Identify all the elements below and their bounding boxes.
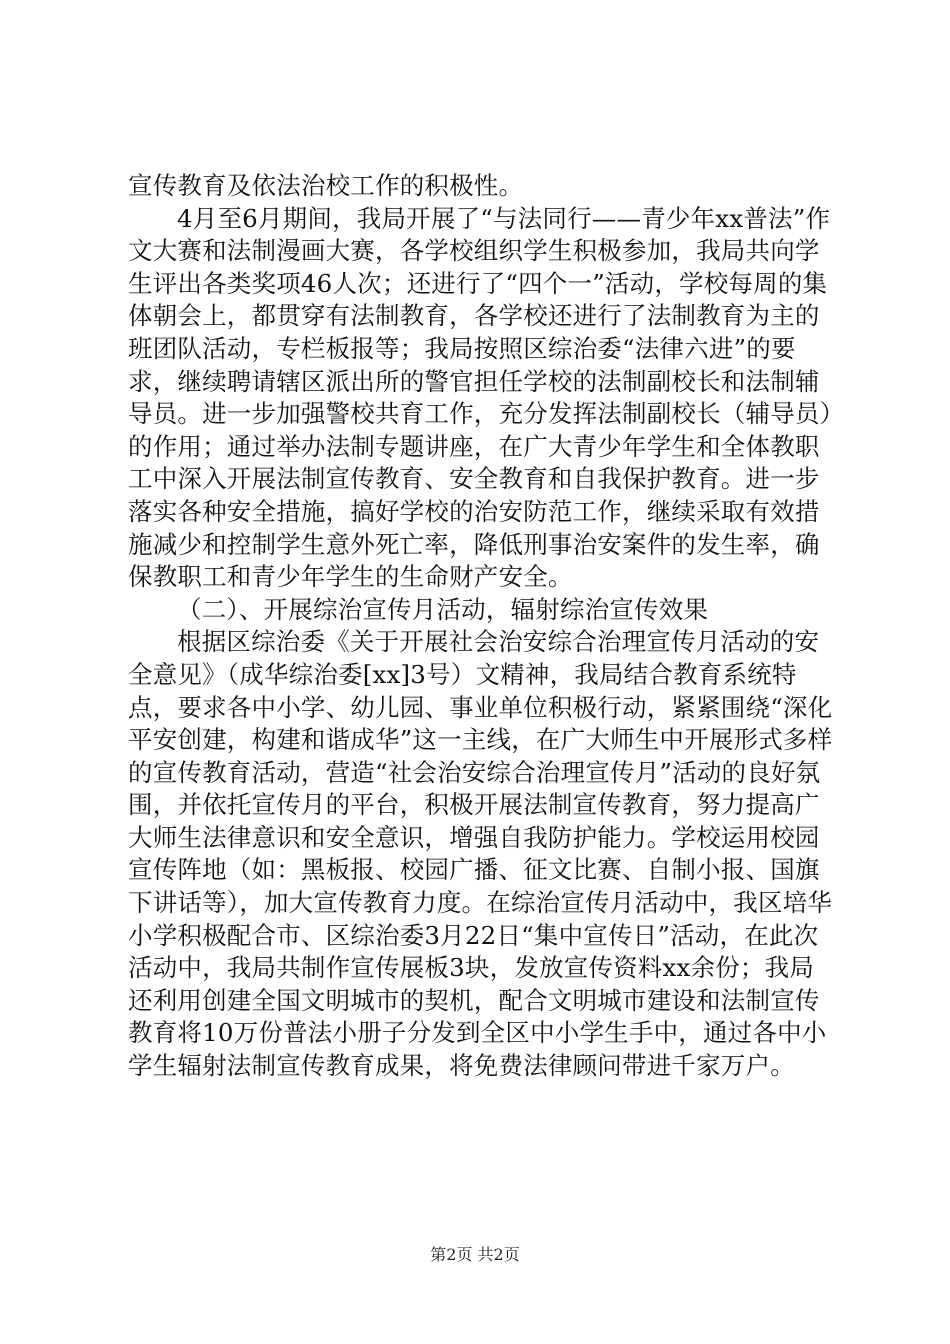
document-body [128,170,834,1083]
paragraph-continuation: 宣传教育及依法治校工作的积极性。 [128,171,524,200]
paragraph-publicity-month: 根据区综治委《关于开展社会治安综合治理宣传月活动的安全意见》（成华综治委[xx]3号）文精神，我局结合教育系统特点，要求各中小学、幼儿园、事业单位积极行动，紧紧围绕“深化平安创建，构建和谐成华”这一主线，在广大师生中开展形式多样的宣传教育活动，营造“社会治安综合治理宣传月”活动的良好氛围，并依托宣传月的平台，积极开展法制宣传教育，努力提高广大师生法律意识和安全意识，增强自我防护能力。学校运用校园宣传阵地（如：黑板报、校园广播、征文比赛、自制小报、国旗下讲话等），加大宣传教育力度。在综治宣传月活动中，我区培华小学积极配合市、区综治委3月22日“集中宣传日”活动，在此次活动中，我局共制作宣传展板3块，发放宣传资料xx余份；我局还利用创建全国文明城市的契机，配合文明城市建设和法制宣传教育将10万份普法小册子分发到全区中小学生手中，通过各中小学生辐射法制宣传教育成果，将免费法律顾问带进千家万户。 [128,627,833,1081]
section-heading-publicity-month: （二）、开展综治宣传月活动，辐射综治宣传效果 [177,594,709,624]
paragraph-law-activities: 4月至6月期间，我局开展了“与法同行——青少年xx普法”作文大赛和法制漫画大赛，各学校组织学生积极参加，我局共向学生评出各类奖项46人次；还进行了“四个一”活动，学校每周的集体朝会上，都贯穿有法制教育，各学校还进行了法制教育为主的班团队活动，专栏板报等；我局按照区综治委“法律六进”的要求，继续聘请辖区派出所的警官担任学校的法制副校长和法制辅导员。进一步加强警校共育工作，充分发挥法制副校长（辅导员）的作用；通过举办法制专题讲座，在广大青少年学生和全体教职工中深入开展法制宣传教育、安全教育和自我保护教育。进一步落实各种安全措施，搞好学校的治安防范工作，继续采取有效措施减少和控制学生意外死亡率，降低刑事治安案件的发生率，确保教职工和青少年学生的生命财产安全。 [128,203,833,592]
page-footer: 第2页 共2页 [430,1245,520,1264]
